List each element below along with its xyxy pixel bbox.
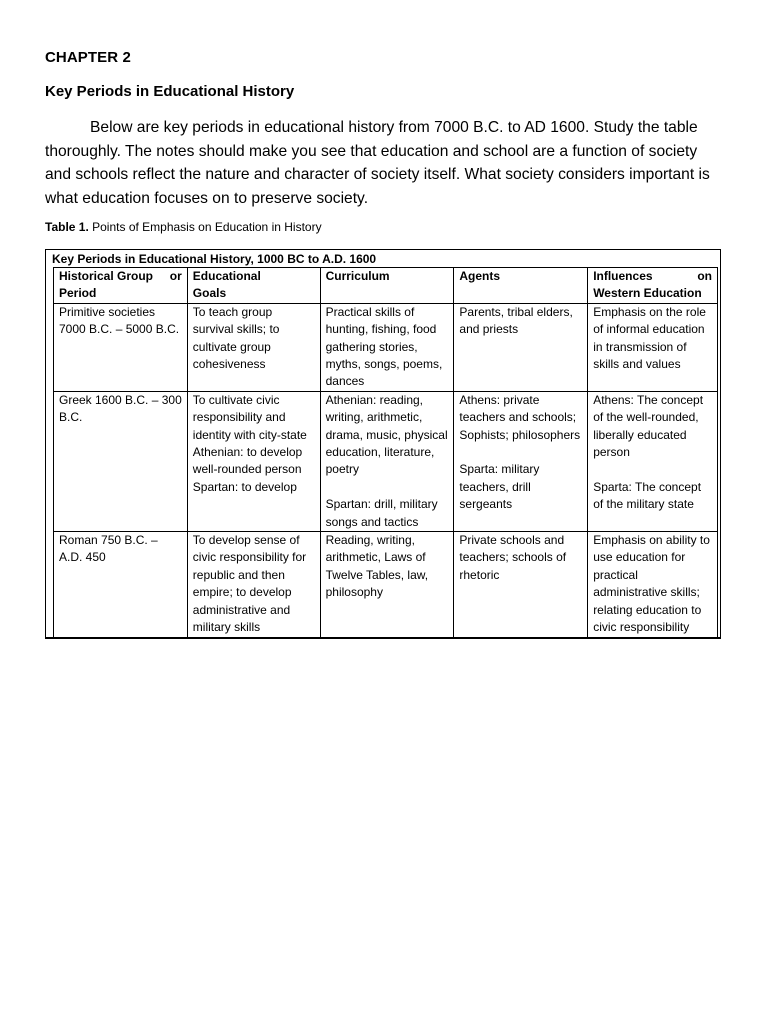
spacer bbox=[459, 444, 582, 461]
table-caption-label: Table 1. bbox=[45, 220, 89, 234]
cell-agents bbox=[454, 391, 588, 531]
intro-paragraph: Below are key periods in educational history from 7000 B.C. to AD 1600. Study the table thoroughly. The notes should make you see that education and school are a function of society and schools reflect the nature and character of society itself. What society considers important is what education focuses on to preserve society. bbox=[45, 119, 710, 207]
cell-influences: Emphasis on ability to use education for practical administrative skills; relating education to civic responsibility bbox=[588, 532, 718, 637]
header-period-b: or bbox=[169, 269, 182, 283]
header-curriculum: Curriculum bbox=[320, 268, 454, 304]
header-influences bbox=[588, 268, 718, 304]
cell-goals: To develop sense of civic responsibility for republic and then empire; to develop administrative and military skills bbox=[187, 532, 320, 637]
header-period-a: Historical Group bbox=[59, 269, 154, 283]
history-table bbox=[45, 249, 721, 639]
header-agents: Agents bbox=[454, 268, 588, 304]
cell-influences bbox=[588, 391, 718, 531]
cell-influences-sparta: Sparta: The concept of the military state bbox=[593, 479, 702, 512]
cell-influences: Emphasis on the role of informal education in transmission of skills and values bbox=[588, 303, 718, 391]
header-influences-a: Influences bbox=[593, 269, 653, 283]
header-period bbox=[54, 268, 188, 304]
table-row bbox=[54, 303, 718, 391]
spacer bbox=[326, 479, 449, 496]
cell-agents: Parents, tribal elders, and priests bbox=[454, 303, 588, 391]
header-goals-a: Educational bbox=[192, 269, 261, 283]
history-table-grid bbox=[53, 267, 718, 637]
header-goals bbox=[187, 268, 320, 304]
cell-curriculum: Reading, writing, arithmetic, Laws of Twelve Tables, law, philosophy bbox=[320, 532, 454, 637]
cell-agents: Private schools and teachers; schools of rhetoric bbox=[454, 532, 588, 637]
table-header-row bbox=[54, 268, 718, 304]
cell-curriculum-athenian: Athenian: reading, writing, arithmetic, drama, music, physical education, literature, poetry bbox=[325, 392, 448, 477]
cell-goals bbox=[187, 391, 320, 531]
table-caption-text: Points of Emphasis on Education in History bbox=[88, 220, 322, 234]
cell-goals-athenian: Athenian: to develop well-rounded person bbox=[192, 445, 303, 477]
cell-goals-spartan: Spartan: to develop bbox=[192, 479, 297, 494]
header-goals-b: Goals bbox=[192, 286, 227, 301]
section-heading: Key Periods in Educational History bbox=[45, 83, 295, 100]
header-period-c: Period bbox=[59, 286, 97, 301]
cell-period: Primitive societies 7000 B.C. – 5000 B.C. bbox=[54, 303, 188, 391]
cell-influences-athens: Athens: The concept of the well-rounded, liberally educated person bbox=[593, 392, 704, 460]
table-row bbox=[54, 391, 718, 531]
header-influences-c: Western Education bbox=[593, 286, 702, 301]
table-row bbox=[54, 532, 718, 637]
cell-agents-athens: Athens: private teachers and schools; Sophists; philosophers bbox=[459, 392, 581, 442]
chapter-label: CHAPTER 2 bbox=[45, 49, 131, 66]
cell-curriculum: Practical skills of hunting, fishing, food gathering stories, myths, songs, poems, dances bbox=[320, 303, 454, 391]
cell-goals-general: To cultivate civic responsibility and identity with city-state bbox=[192, 392, 307, 442]
table-title: Key Periods in Educational History, 1000 BC to A.D. 1600 bbox=[52, 252, 377, 266]
cell-goals: To teach group survival skills; to cultivate group cohesiveness bbox=[187, 303, 320, 391]
cell-curriculum bbox=[320, 391, 454, 531]
table-caption bbox=[45, 220, 322, 234]
header-influences-b: on bbox=[697, 269, 712, 283]
cell-period: Roman 750 B.C. – A.D. 450 bbox=[54, 532, 188, 637]
cell-curriculum-spartan: Spartan: drill, military songs and tactics bbox=[325, 497, 438, 529]
spacer bbox=[593, 461, 712, 478]
cell-period: Greek 1600 B.C. – 300 B.C. bbox=[54, 391, 188, 531]
cell-agents-sparta: Sparta: military teachers, drill sergeants bbox=[459, 462, 540, 512]
